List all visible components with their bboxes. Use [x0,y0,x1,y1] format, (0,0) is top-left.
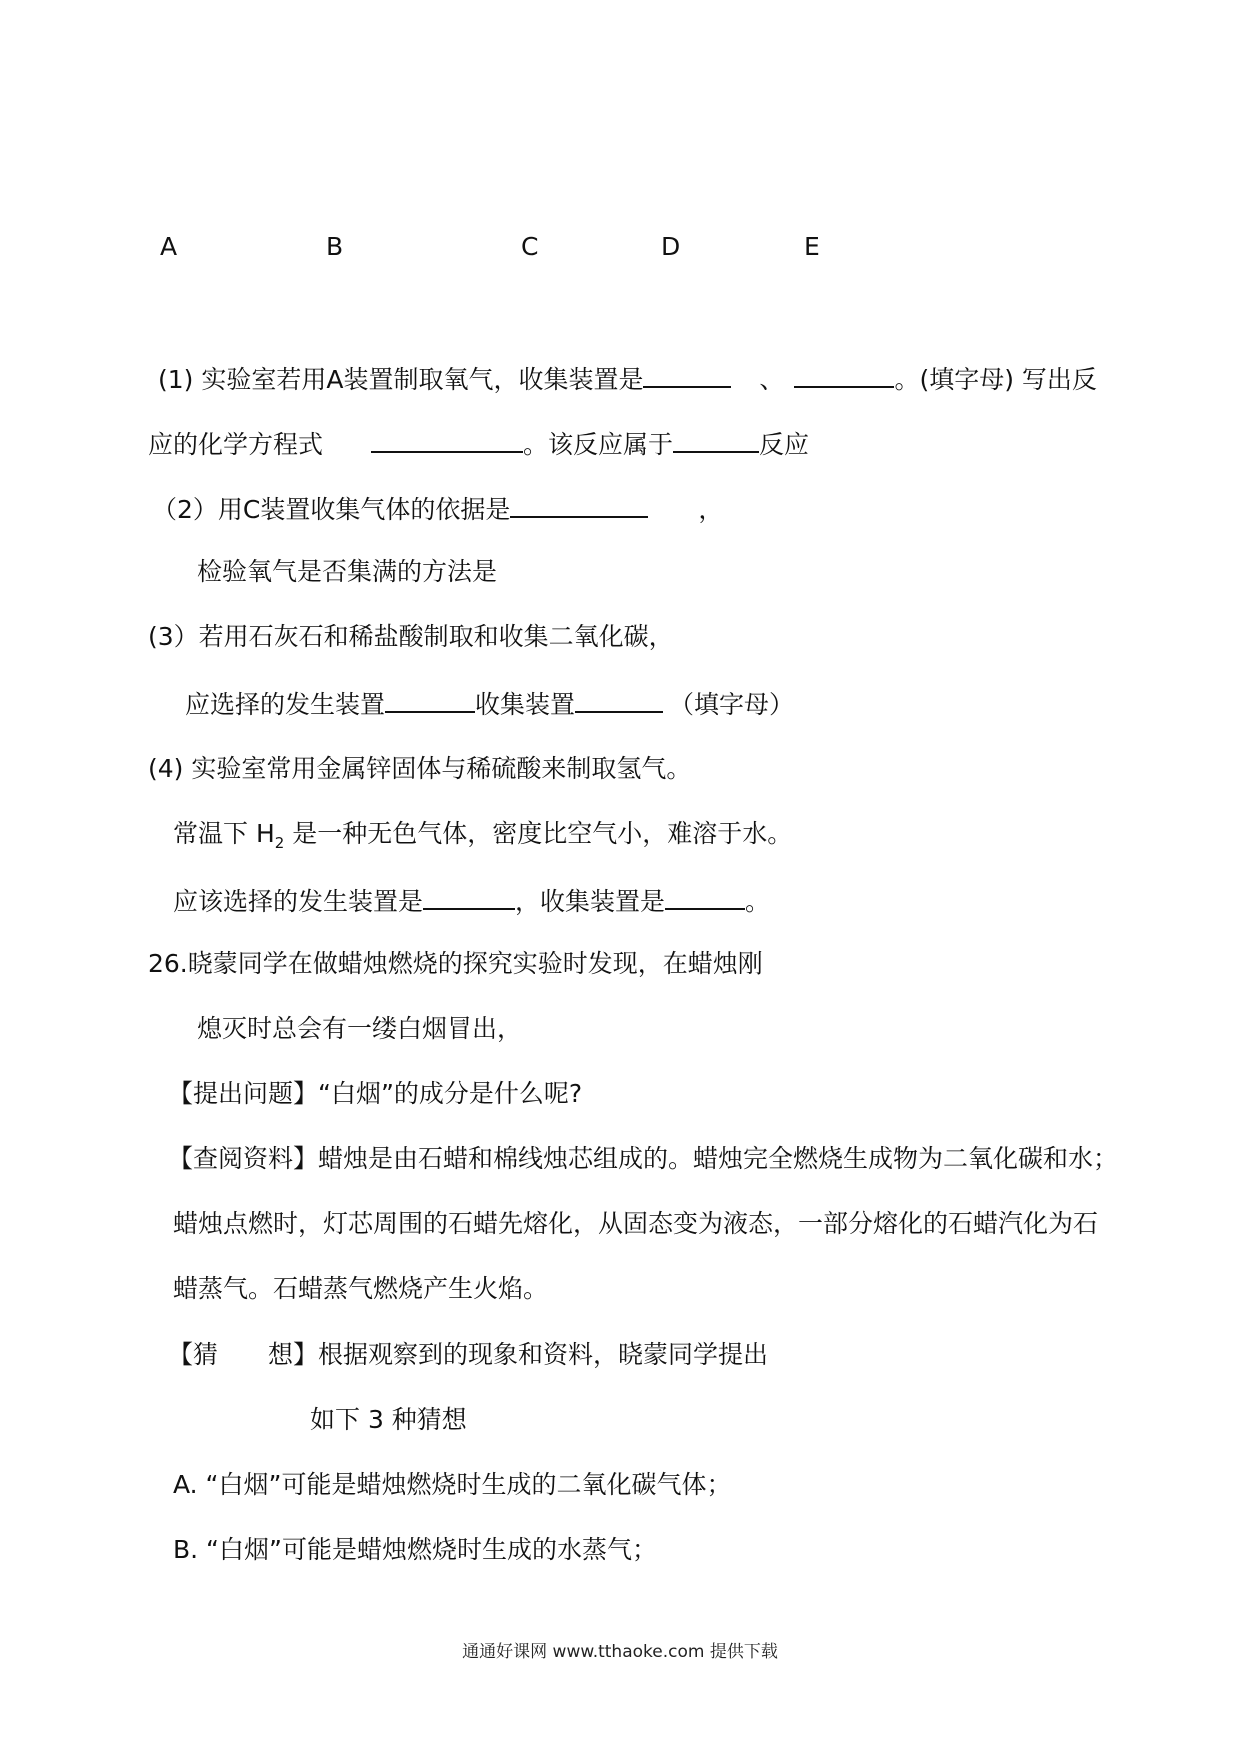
q4-generator-blank[interactable] [423,882,515,910]
q4-text-2b: 是一种无色气体，密度比空气小，难溶于水。 [284,819,793,848]
q26-option-b [173,1533,657,1567]
q26-guess-text-2: 如下 3 种猜想 [310,1405,467,1434]
q1-reaction-blank[interactable] [673,425,759,453]
q26-question-text: 【提出问题】“白烟”的成分是什么呢? [168,1079,583,1108]
q26-option-a-text: A. “白烟”可能是蜡烛燃烧时生成的二氧化碳气体； [173,1470,732,1499]
q3-generator-label: 应选择的发生装置 [185,690,386,719]
q3-line-1 [148,620,674,654]
q1-blank-1[interactable] [643,360,731,388]
q2-text-1: （2）用C装置收集气体的依据是 [152,495,511,524]
q3-text-1: (3）若用石灰石和稀盐酸制取和收集二氧化碳， [148,622,674,651]
q4-collector-blank[interactable] [665,882,745,910]
q1-separator: 、 [759,365,785,394]
q1-reaction-label: 。该反应属于 [523,430,674,459]
q1-line-1 [158,360,1097,397]
apparatus-label-e: E [804,232,820,261]
q4-text-2a: 常温下 H [173,819,275,848]
q4-line-2 [173,817,792,860]
q26-info-text-1: 【查阅资料】蜡烛是由石蜡和棉线烛芯组成的。蜡烛完全燃烧生成物为二氧化碳和水； [168,1144,1119,1173]
apparatus-label-a: A [160,232,178,261]
q4-line-1 [148,752,691,786]
q26-option-b-text: B. “白烟”可能是蜡烛燃烧时生成的水蒸气； [173,1535,657,1564]
apparatus-label-b: B [326,232,344,261]
q26-info-text-3: 蜡蒸气。石蜡蒸气燃烧产生火焰。 [173,1274,549,1303]
q3-collector-blank[interactable] [575,685,663,713]
q26-guess-1 [168,1338,768,1372]
q26-info-1 [168,1142,1118,1176]
q2-line-1 [152,490,723,527]
q1-blank-2[interactable] [794,360,894,388]
q2-line-2 [197,555,497,589]
q26-guess-2 [310,1403,467,1437]
q2-text-2: 检验氧气是否集满的方法是 [197,557,498,586]
q1-line-2 [148,425,809,462]
q4-period: 。 [745,887,771,916]
q1-equation-blank[interactable] [371,425,523,453]
q26-guess-text-1: 【猜 想】根据观察到的现象和资料，晓蒙同学提出 [168,1340,769,1369]
q1-text-1: (1) 实验室若用A装置制取氧气，收集装置是 [158,365,644,394]
q3-note: （填字母） [669,690,795,719]
q2-comma: ， [698,495,724,524]
q2-blank-1[interactable] [510,490,648,518]
q26-option-a [173,1468,731,1502]
q3-generator-blank[interactable] [385,685,475,713]
page-footer: 通通好课网 www.tthaoke.com 提供下载 [462,1642,778,1662]
q26-info-2 [173,1207,1098,1241]
q4-collector-label: ，收集装置是 [515,887,666,916]
q26-text-2: 熄灭时总会有一缕白烟冒出， [197,1014,523,1043]
apparatus-label-d: D [661,232,681,261]
q26-line-2 [197,1012,522,1046]
q1-reaction-suffix: 反应 [759,430,810,459]
q26-info-text-2: 蜡烛点燃时，灯芯周围的石蜡先熔化，从固态变为液态，一部分熔化的石蜡汽化为石 [173,1209,1099,1238]
q4-line-3 [173,882,770,919]
q26-info-3 [173,1272,548,1306]
q3-line-2 [185,685,794,722]
apparatus-label-c: C [521,232,539,261]
q4-generator-label: 应该选择的发生装置是 [173,887,424,916]
q4-text-1: (4) 实验室常用金属锌固体与稀硫酸来制取氢气。 [148,754,692,783]
q26-line-1 [148,947,763,981]
q26-text-1: 26.晓蒙同学在做蜡烛燃烧的探究实验时发现，在蜡烛刚 [148,949,763,978]
q1-equation-label: 应的化学方程式 [148,430,324,459]
q3-collector-label: 收集装置 [475,690,576,719]
q1-text-2: 。(填字母) 写出反 [894,365,1097,394]
q26-question [168,1077,582,1111]
q4-subscript: 2 [274,834,285,852]
